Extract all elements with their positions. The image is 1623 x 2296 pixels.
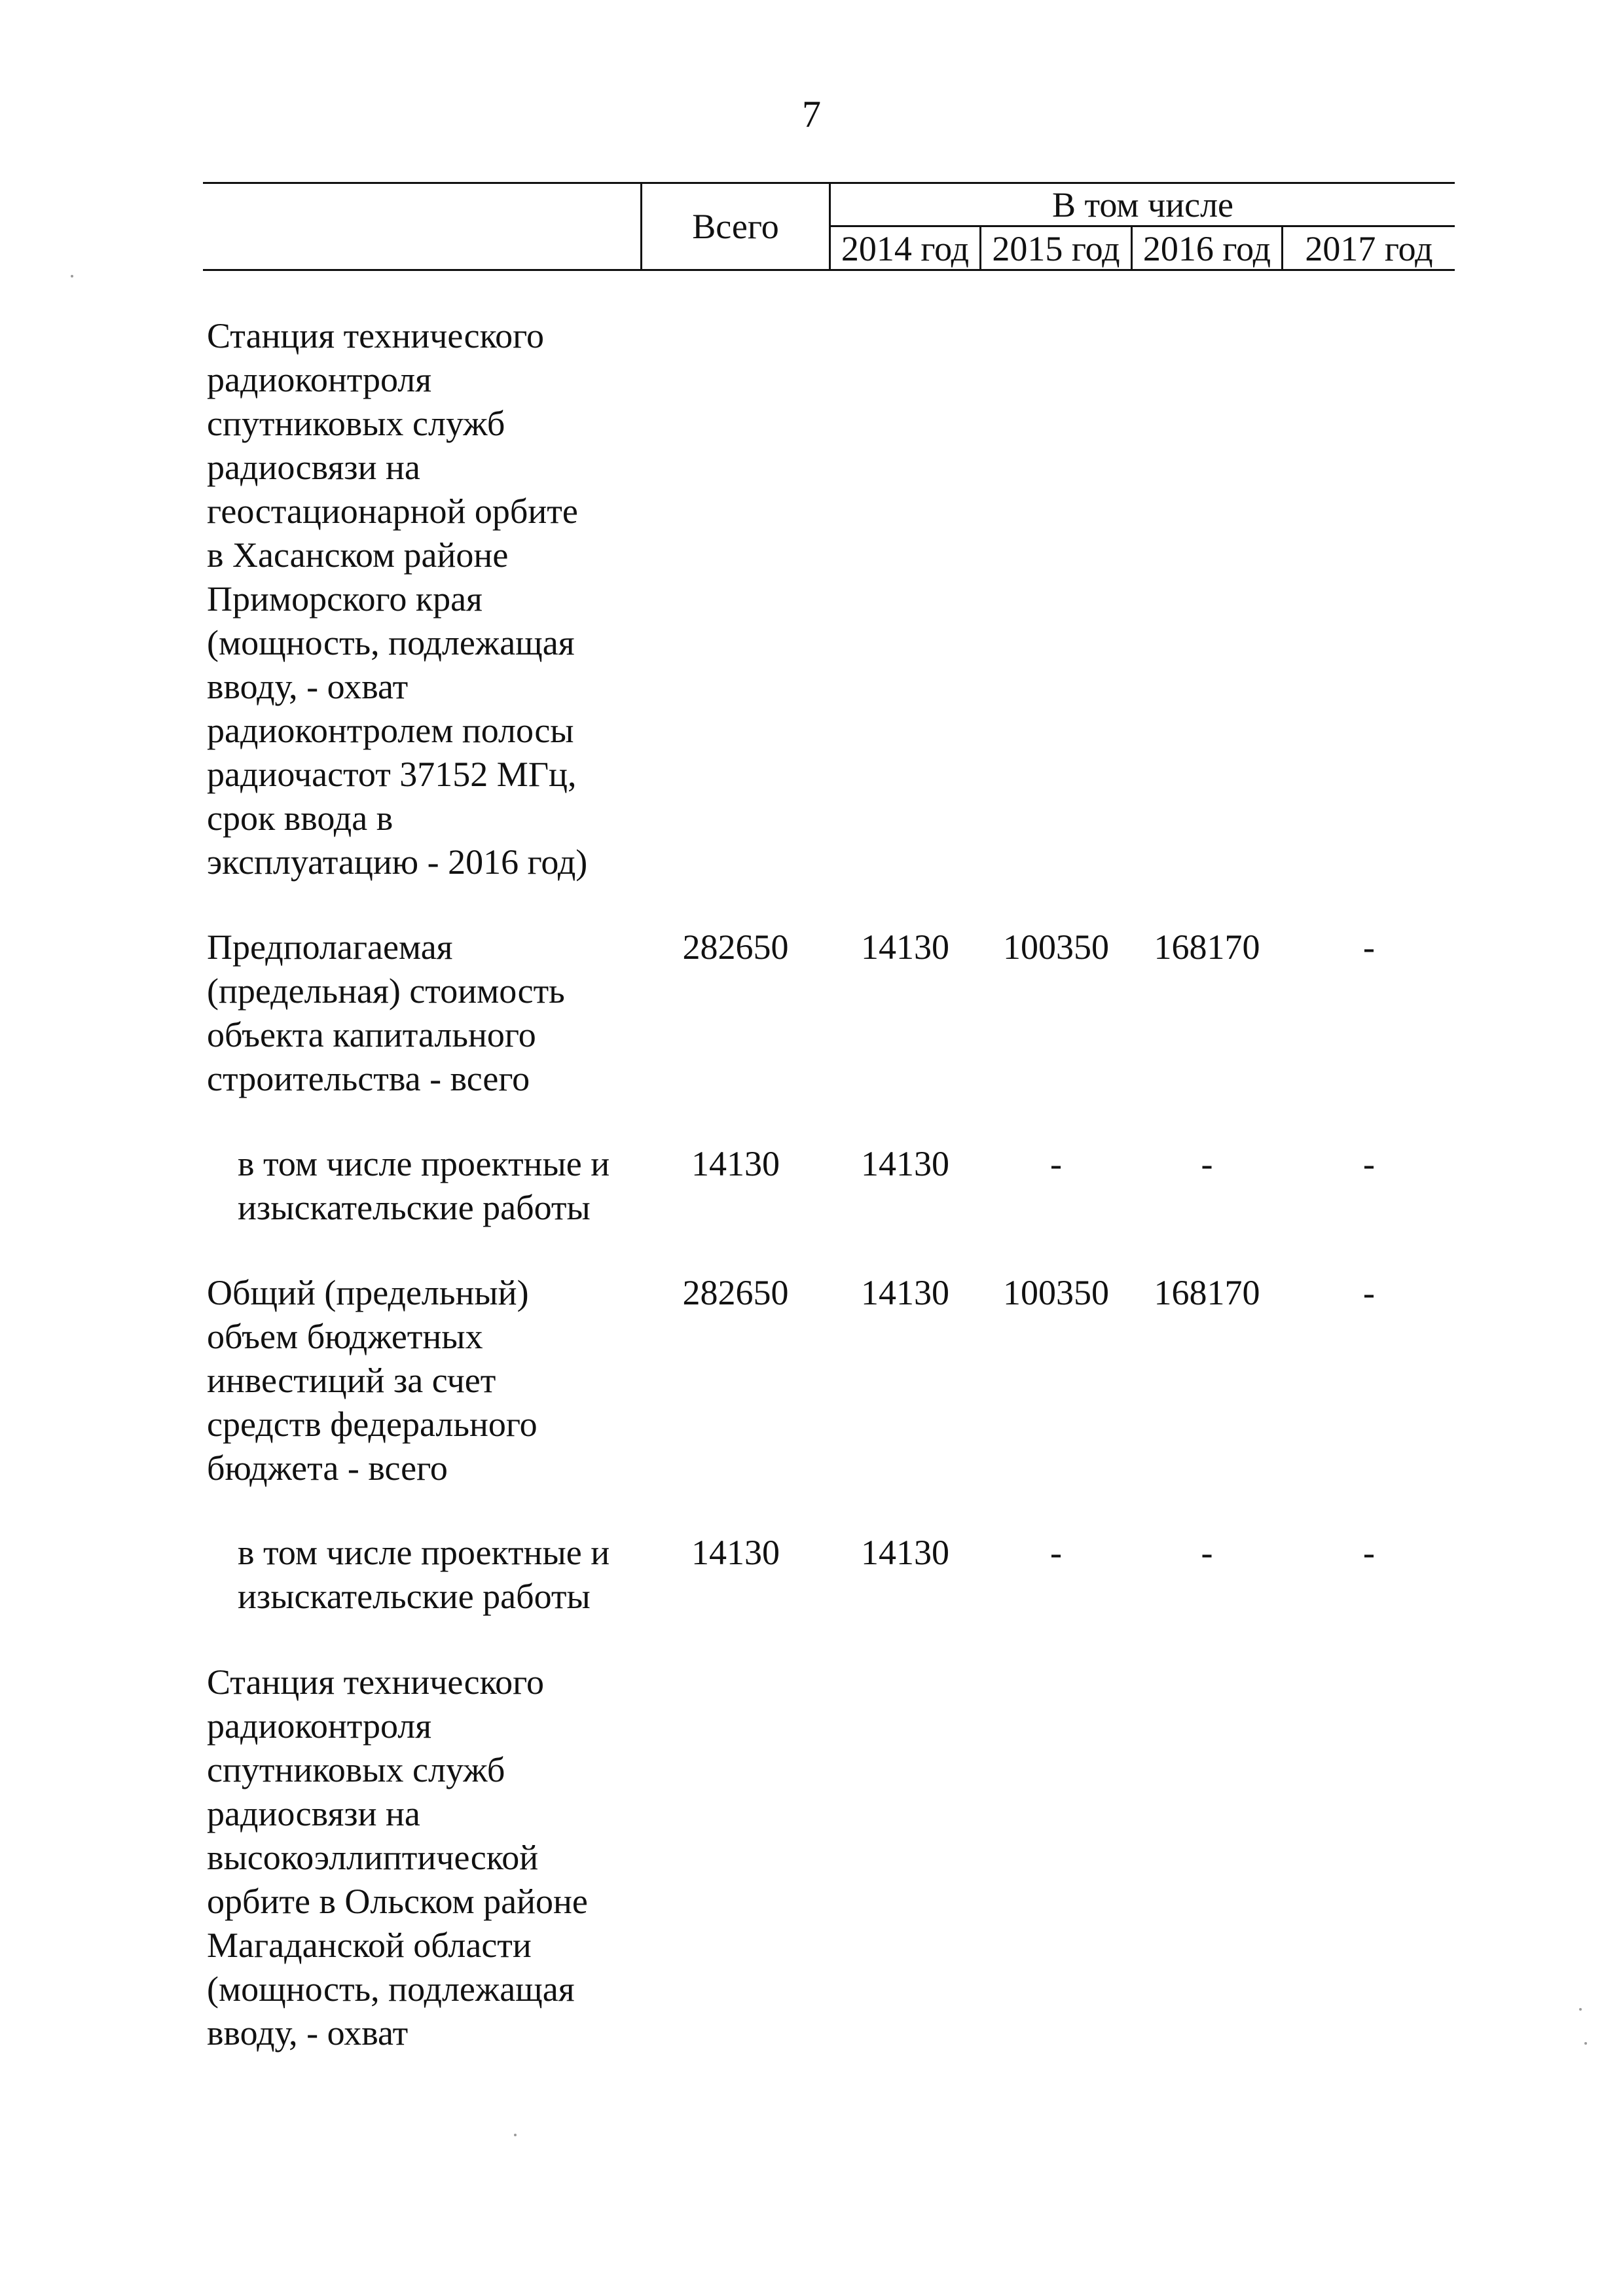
cell-estimated-cost-2017: - bbox=[1363, 927, 1375, 967]
cell-design-works-1-2014: 14130 bbox=[861, 1144, 949, 1183]
row-estimated-cost: Предполагаемая (предельная) стоимость объекта капитального строительства - всего bbox=[207, 927, 565, 1098]
cell-budget-investments-total: 282650 bbox=[682, 1273, 789, 1312]
cell-estimated-cost-2014: 14130 bbox=[861, 927, 949, 967]
cell-design-works-2-2014: 14130 bbox=[861, 1533, 949, 1572]
cell-budget-investments-2014: 14130 bbox=[861, 1273, 949, 1312]
cell-estimated-cost-2015: 100350 bbox=[1003, 927, 1109, 967]
cell-design-works-1-2016: - bbox=[1201, 1144, 1213, 1183]
cell-design-works-2-2016: - bbox=[1201, 1533, 1213, 1572]
header-year-2014: 2014 год bbox=[841, 229, 970, 268]
cell-design-works-1-total: 14130 bbox=[691, 1144, 780, 1183]
header-year-2015: 2015 год bbox=[992, 229, 1120, 268]
cell-budget-investments-2016: 168170 bbox=[1154, 1273, 1260, 1312]
header-including: В том числе bbox=[1052, 185, 1233, 224]
cell-budget-investments-2017: - bbox=[1363, 1273, 1375, 1312]
row-design-works-1: в том числе проектные и изыскательские работы bbox=[238, 1144, 610, 1227]
scan-speck bbox=[71, 275, 73, 278]
cell-estimated-cost-2016: 168170 bbox=[1154, 927, 1260, 967]
row-budget-investments: Общий (предельный) объем бюджетных инвестиций за счет средств федерального бюджета - всего bbox=[207, 1273, 538, 1488]
cell-design-works-2-2015: - bbox=[1050, 1533, 1062, 1572]
cell-estimated-cost-total: 282650 bbox=[682, 927, 789, 967]
cell-design-works-1-2017: - bbox=[1363, 1144, 1375, 1183]
header-total: Всего bbox=[692, 207, 779, 246]
scan-speck bbox=[514, 2134, 517, 2136]
row-station-magadan: Станция технического радиоконтроля спутниковых служб радиосвязи на высокоэллиптической орбите в Ольском районе Магаданской области (мощность, подлежащая вводу, - охват bbox=[207, 1662, 588, 2053]
row-station-primorsky: Станция технического радиоконтроля спутниковых служб радиосвязи на геостационарной орбите в Хасанском районе Приморского края (мощность, подлежащая вводу, - охват радиоконтролем полосы радиочастот 37152 МГц, срок ввода в эксплуатацию - 2016 год) bbox=[207, 316, 588, 882]
scan-speck bbox=[1579, 2008, 1582, 2011]
cell-design-works-2-2017: - bbox=[1363, 1533, 1375, 1572]
cell-design-works-1-2015: - bbox=[1050, 1144, 1062, 1183]
header-year-2017: 2017 год bbox=[1305, 229, 1433, 268]
cell-budget-investments-2015: 100350 bbox=[1003, 1273, 1109, 1312]
cell-design-works-2-total: 14130 bbox=[691, 1533, 780, 1572]
header-year-2016: 2016 год bbox=[1142, 229, 1271, 268]
page-number: 7 bbox=[802, 93, 821, 135]
scan-speck bbox=[1584, 2042, 1587, 2045]
row-design-works-2: в том числе проектные и изыскательские работы bbox=[238, 1533, 610, 1616]
